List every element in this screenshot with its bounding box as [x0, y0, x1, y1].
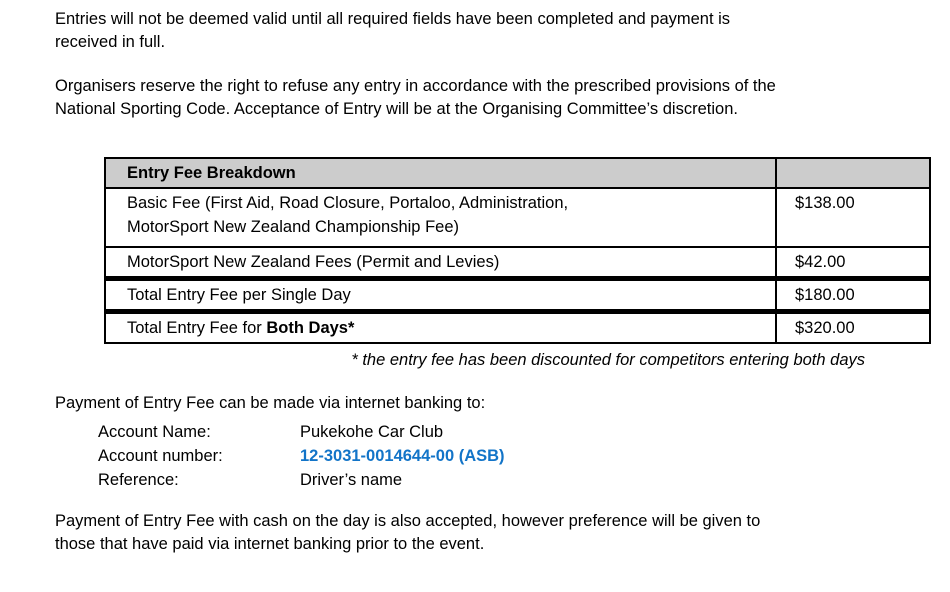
- reference-row: [98, 468, 505, 492]
- mnz-fees-label-cell: MotorSport New Zealand Fees (Permit and Levies): [105, 247, 776, 279]
- both-days-total-label-cell: [105, 312, 776, 344]
- account-number-value: 12-3031-0014644-00 (ASB): [300, 447, 505, 465]
- basic-fee-label-line1: Basic Fee (First Aid, Road Closure, Portaloo, Administration,: [127, 194, 569, 212]
- amount-header-empty-cell: [776, 158, 930, 188]
- table-row-single-day-total: [105, 279, 930, 312]
- paragraph-organisers: [55, 75, 776, 121]
- paragraph-cash-line2: those that have paid via internet banking prior to the event.: [55, 535, 485, 553]
- paragraph-cash-payment: [55, 510, 760, 556]
- discount-footnote: * the entry fee has been discounted for competitors entering both days: [351, 351, 865, 369]
- entry-fee-breakdown-header-cell: Entry Fee Breakdown: [105, 158, 776, 188]
- both-days-total-amount-cell: $320.00: [776, 312, 930, 344]
- account-number-label: Account number:: [98, 447, 223, 465]
- both-days-label-bold: Both Days*: [266, 319, 355, 337]
- both-days-label-prefix: Total Entry Fee for: [127, 319, 267, 337]
- paragraph-validity-line2: received in full.: [55, 33, 166, 51]
- account-details-block: [98, 420, 505, 492]
- account-name-row: [98, 420, 505, 444]
- reference-label: Reference:: [98, 471, 179, 489]
- basic-fee-label-cell: [105, 188, 776, 247]
- account-name-label: Account Name:: [98, 423, 211, 441]
- paragraph-cash-line1: Payment of Entry Fee with cash on the day is also accepted, however preference will be given to: [55, 512, 761, 530]
- account-name-value: Pukekohe Car Club: [300, 423, 444, 441]
- mnz-fees-amount-cell: $42.00: [776, 247, 930, 279]
- single-day-total-amount-cell: $180.00: [776, 279, 930, 312]
- table-row-both-days-total: [105, 312, 930, 344]
- paragraph-validity: [55, 8, 730, 54]
- basic-fee-amount-cell: $138.00: [776, 188, 930, 247]
- paragraph-organisers-line1: Organisers reserve the right to refuse any entry in accordance with the prescribed provisions of the: [55, 77, 776, 95]
- table-row-basic-fee: [105, 188, 930, 247]
- payment-intro: Payment of Entry Fee can be made via internet banking to:: [55, 394, 486, 412]
- entry-fee-table: [104, 157, 931, 344]
- table-row-mnz-fees: [105, 247, 930, 279]
- reference-value: Driver’s name: [300, 471, 403, 489]
- paragraph-validity-line1: Entries will not be deemed valid until all required fields have been completed and payment is: [55, 10, 731, 28]
- paragraph-organisers-line2: National Sporting Code. Acceptance of Entry will be at the Organising Committee’s discretion.: [55, 100, 738, 118]
- basic-fee-label-line2: MotorSport New Zealand Championship Fee): [127, 218, 459, 236]
- account-number-row: [98, 444, 505, 468]
- single-day-total-label-cell: Total Entry Fee per Single Day: [105, 279, 776, 312]
- entry-fee-table-header-row: [105, 158, 930, 188]
